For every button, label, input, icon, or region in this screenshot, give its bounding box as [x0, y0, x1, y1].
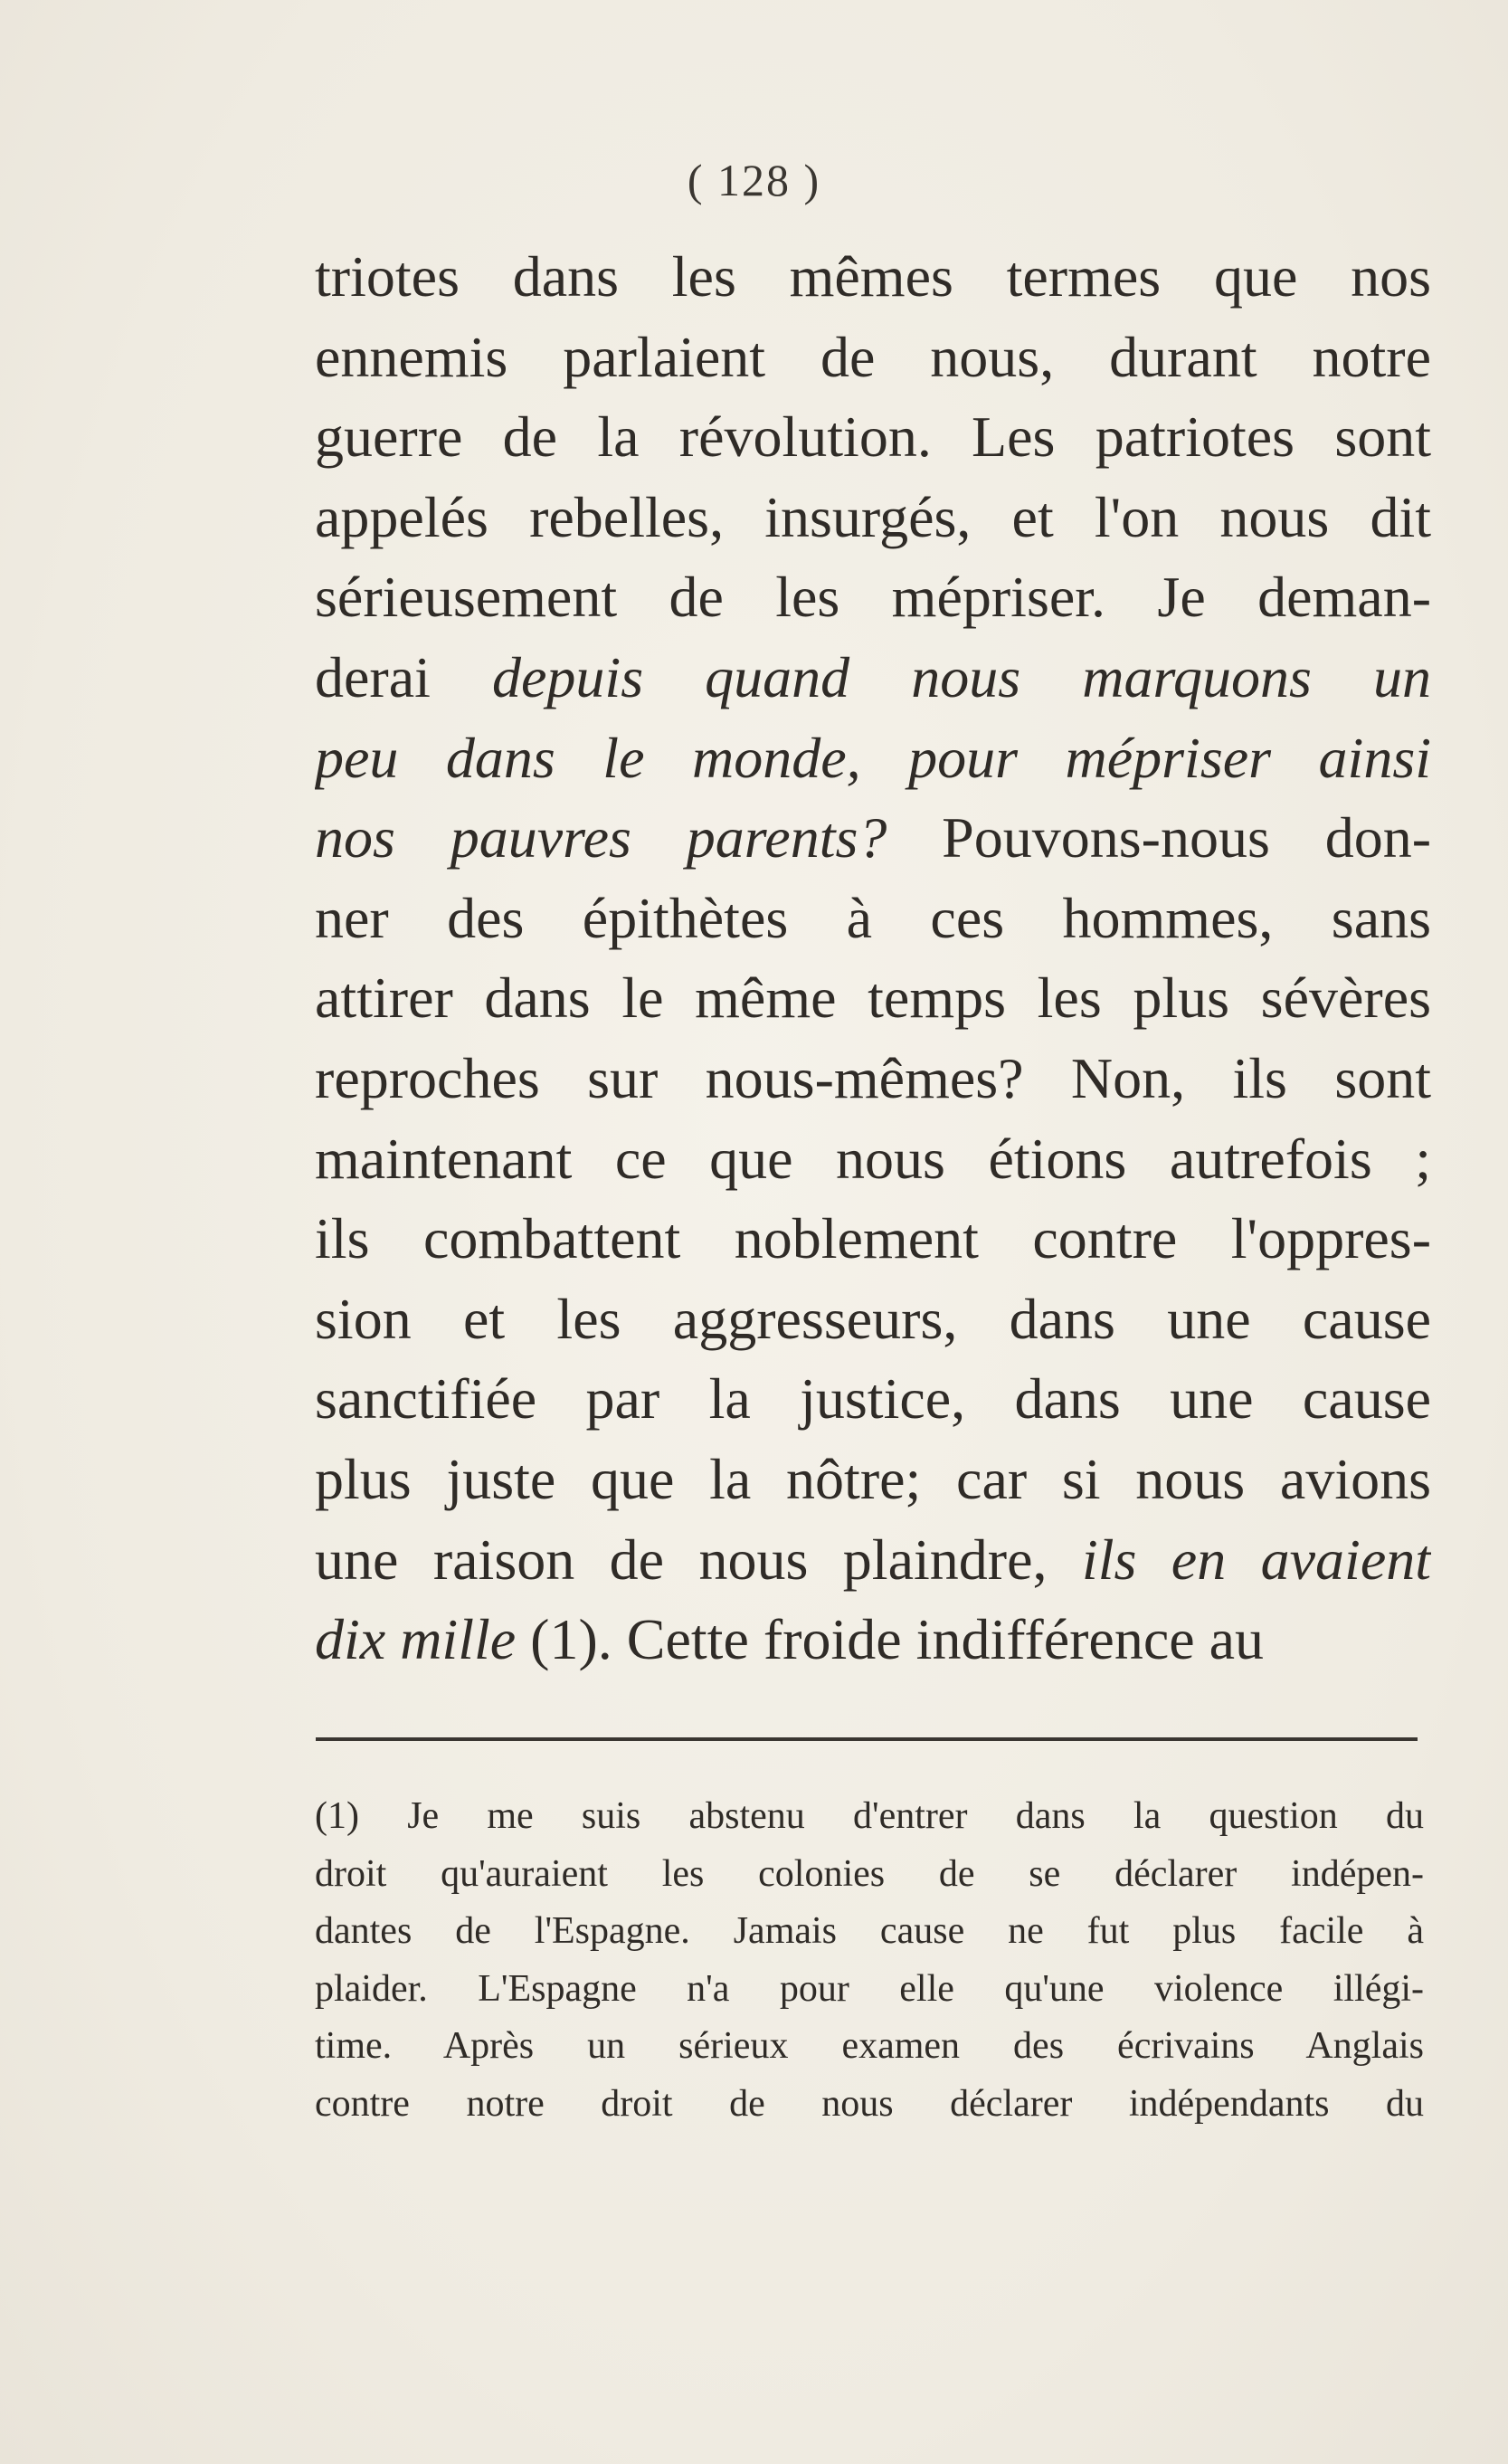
text-line: sion et les aggresseurs, dans une cause — [315, 1286, 1431, 1351]
text-line: triotes dans les mêmes termes que nos — [315, 244, 1431, 309]
italic-phrase: peu dans le monde, pour mépriser ainsi — [315, 725, 1431, 790]
footnote-line: time. Après un sérieux examen des écrivains Anglais — [315, 2025, 1424, 2067]
text-line: sanctifiée par la justice, dans une cause — [315, 1366, 1431, 1432]
footnote-rule — [316, 1737, 1418, 1741]
text-line: reproches sur nous-mêmes? Non, ils sont — [315, 1045, 1431, 1110]
text-line — [315, 1520, 1431, 1601]
text-line — [315, 798, 1431, 879]
footnote-line: contre notre droit de nous déclarer indépendants du — [315, 2082, 1424, 2125]
text-segment: derai — [315, 644, 492, 709]
text-line: ner des épithètes à ces hommes, sans — [315, 885, 1431, 950]
body-text — [315, 237, 1431, 1680]
text-line: appelés rebelles, insurgés, et l'on nous dit — [315, 484, 1431, 549]
text-segment: Pouvons-nous don- — [887, 805, 1431, 870]
text-line — [315, 1600, 1431, 1680]
text-line: plus juste que la nôtre; car si nous avions — [315, 1446, 1431, 1511]
footnote — [315, 1788, 1424, 2133]
italic-phrase: dix mille — [315, 1607, 517, 1672]
text-line — [315, 638, 1431, 718]
text-line: guerre de la révolution. Les patriotes sont — [315, 404, 1431, 470]
text-line: sérieusement de les mépriser. Je deman- — [315, 565, 1431, 630]
footnote-line: (1) Je me suis abstenu d'entrer dans la question du — [315, 1795, 1424, 1837]
italic-phrase: depuis quand nous marquons un — [492, 644, 1431, 709]
italic-phrase: nos pauvres parents? — [315, 805, 887, 870]
text-line: ils combattent noblement contre l'oppres- — [315, 1206, 1431, 1271]
footnote-line: droit qu'auraient les colonies de se déclarer indépen- — [315, 1852, 1424, 1895]
text-line: attirer dans le même temps les plus sévères — [315, 966, 1431, 1031]
page-number: ( 128 ) — [687, 155, 821, 205]
footnote-line: dantes de l'Espagne. Jamais cause ne fut plus facile à — [315, 1910, 1424, 1952]
text-line: maintenant ce que nous étions autrefois ; — [315, 1126, 1431, 1191]
footnote-line: plaider. L'Espagne n'a pour elle qu'une violence illégi- — [315, 1967, 1424, 2010]
text-segment: une raison de nous plaindre, — [315, 1527, 1082, 1592]
italic-phrase: ils en avaient — [1081, 1527, 1431, 1592]
text-segment: (1). Cette froide indifférence au — [516, 1607, 1265, 1672]
text-line — [315, 718, 1431, 799]
text-line: ennemis parlaient de nous, durant notre — [315, 324, 1431, 389]
